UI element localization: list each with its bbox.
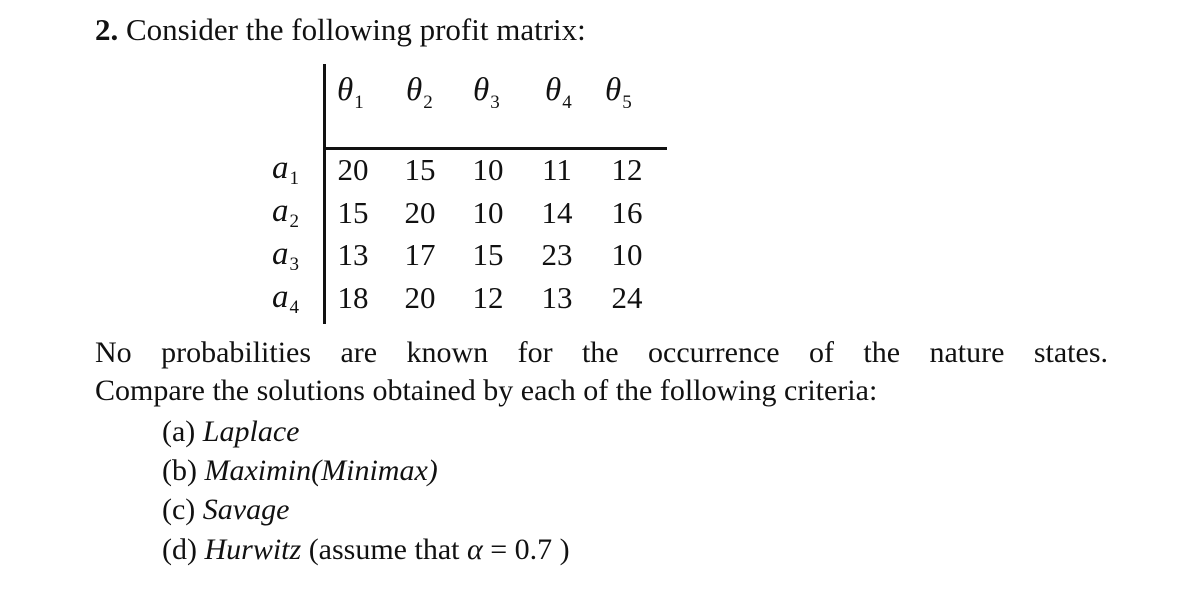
matrix-cell-r4-c1: 18	[337, 280, 369, 315]
row-header-a-1: $a_1$	[272, 150, 299, 189]
matrix-cell-r4-c5: 24	[611, 280, 643, 315]
matrix-cell-r1-c1: 20	[337, 152, 369, 187]
column-header-theta-5: $\theta_5$	[605, 72, 632, 113]
matrix-cell-r1-c5: 12	[611, 152, 643, 187]
row-header-a-4: $a_4$	[272, 279, 299, 318]
matrix-cell-r4-c2: 20	[404, 280, 436, 315]
problem-number: 2.	[95, 12, 119, 47]
criterion-a: (a) Laplace	[162, 415, 300, 448]
matrix-cell-r1-c4: 11	[542, 152, 572, 187]
matrix-cell-r3-c4: 23	[541, 237, 573, 272]
row-header-a-2: $a_2$	[272, 193, 299, 232]
column-header-theta-3: $\theta_3$	[473, 72, 500, 113]
criterion-b: (b) Maximin(Minimax)	[162, 454, 438, 487]
matrix-cell-r2-c2: 20	[404, 195, 436, 230]
matrix-cell-r3-c1: 13	[337, 237, 369, 272]
matrix-cell-r2-c4: 14	[541, 195, 573, 230]
matrix-cell-r3-c2: 17	[404, 237, 436, 272]
row-header-a-3: $a_3$	[272, 236, 299, 275]
instruction-line-1: No probabilities are known for the occurrence of the nature states.	[95, 336, 1108, 369]
matrix-cell-r3-c5: 10	[611, 237, 643, 272]
problem-title-text: Consider the following profit matrix:	[126, 12, 586, 47]
matrix-cell-r1-c3: 10	[472, 152, 504, 187]
matrix-cell-r2-c1: 15	[337, 195, 369, 230]
matrix-cell-r3-c3: 15	[472, 237, 504, 272]
instruction-line-2: Compare the solutions obtained by each of the following criteria:	[95, 374, 878, 407]
problem-title	[95, 12, 586, 48]
matrix-cell-r2-c3: 10	[472, 195, 504, 230]
column-header-theta-4: $\theta_4$	[545, 72, 572, 113]
matrix-horizontal-rule	[326, 147, 667, 150]
matrix-cell-r1-c2: 15	[404, 152, 436, 187]
criterion-c: (c) Savage	[162, 493, 290, 526]
matrix-cell-r2-c5: 16	[611, 195, 643, 230]
matrix-cell-r4-c4: 13	[541, 280, 573, 315]
column-header-theta-1: $\theta_1$	[337, 72, 364, 113]
criterion-d: (d) Hurwitz (assume that α = 0.7 )	[162, 533, 570, 566]
column-header-theta-2: $\theta_2$	[406, 72, 433, 113]
alpha-symbol: α	[466, 533, 483, 566]
matrix-cell-r4-c3: 12	[472, 280, 504, 315]
